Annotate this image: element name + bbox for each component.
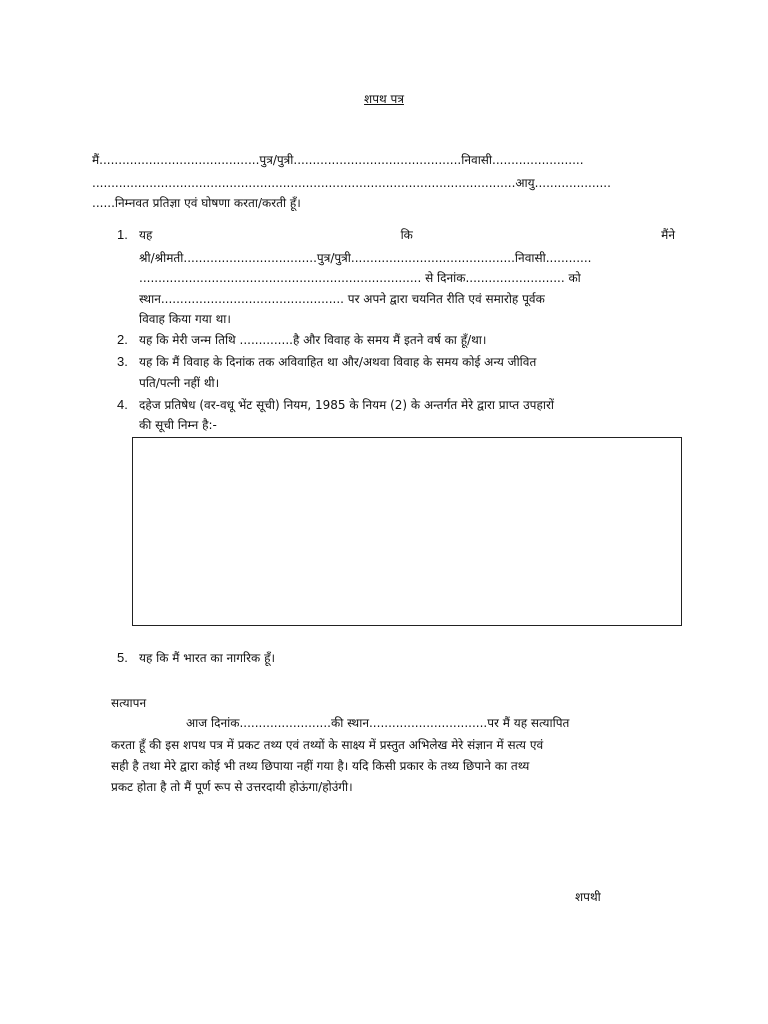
intro-line-1: मैं..........................................पुत्र/पुत्री............................................निवासी........................	[92, 153, 584, 167]
document-title: शपथ पत्र	[364, 92, 404, 106]
item-1-line-1-word: यह	[139, 228, 153, 242]
item-4-line-2: की सूची निम्न है:-	[139, 418, 217, 432]
intro-line-2: ...............................................................................................................आयु....................	[92, 176, 611, 190]
verification-heading: सत्यापन	[111, 696, 147, 710]
item-2-number: 2.	[117, 332, 128, 347]
signature-label: शपथी	[575, 890, 601, 904]
verification-line-2: करता हूँ की इस शपथ पत्र में प्रकट तथ्य एवं तथ्यों के साक्ष्य में प्रस्तुत अभिलेख मेरे संज्ञान में सत्य एवं	[111, 738, 544, 752]
item-4-line-1: दहेज प्रतिषेध (वर-वधू भेंट सूची) नियम, 1985 के नियम (2) के अन्तर्गत मेरे द्वारा प्राप्त उपहारों	[139, 398, 554, 412]
item-5-line-1: यह कि मैं भारत का नागरिक हूँ।	[139, 651, 276, 665]
item-3-number: 3.	[117, 354, 128, 369]
item-5-number: 5.	[117, 650, 128, 665]
item-1-line-4: स्थान................................................ पर अपने द्वारा चयनित रीति एवं समारोह पूर्वक	[139, 292, 545, 306]
item-3-line-2: पति/पत्नी नहीं थी।	[139, 376, 220, 390]
item-1-line-1-word: कि	[400, 228, 413, 242]
item-1-line-2: श्री/श्रीमती...................................पुत्र/पुत्री...........................................निवासी............	[139, 251, 592, 265]
item-1-line-5: विवाह किया गया था।	[139, 312, 231, 326]
item-1-line-1	[139, 227, 675, 243]
verification-line-4: प्रकट होता है तो मैं पूर्ण रूप से उत्तरदायी होऊंगा/होउंगी।	[111, 780, 353, 794]
intro-line-3: ......निम्नवत प्रतिज्ञा एवं घोषणा करता/करती हूँ।	[92, 196, 301, 210]
item-1-number: 1.	[117, 227, 128, 242]
item-4-number: 4.	[117, 397, 128, 412]
item-2-line-1: यह कि मेरी जन्म तिथि ..............है और विवाह के समय मैं इतने वर्ष का हूँ/था।	[139, 333, 487, 347]
item-1-line-1-word: मैंने	[661, 228, 675, 242]
gift-list-box	[132, 437, 682, 626]
item-1-line-3: .......................................................................... से दिनांक.......................... को	[139, 271, 581, 285]
item-3-line-1: यह कि मैं विवाह के दिनांक तक अविवाहित था और/अथवा विवाह के समय कोई अन्य जीवित	[139, 355, 537, 369]
verification-line-3: सही है तथा मेरे द्वारा कोई भी तथ्य छिपाया नहीं गया है। यदि किसी प्रकार के तथ्य छिपाने का तथ्य	[111, 759, 530, 773]
verification-line-1: आज दिनांक........................की स्थान...............................पर मैं यह सत्यापित	[186, 716, 570, 730]
